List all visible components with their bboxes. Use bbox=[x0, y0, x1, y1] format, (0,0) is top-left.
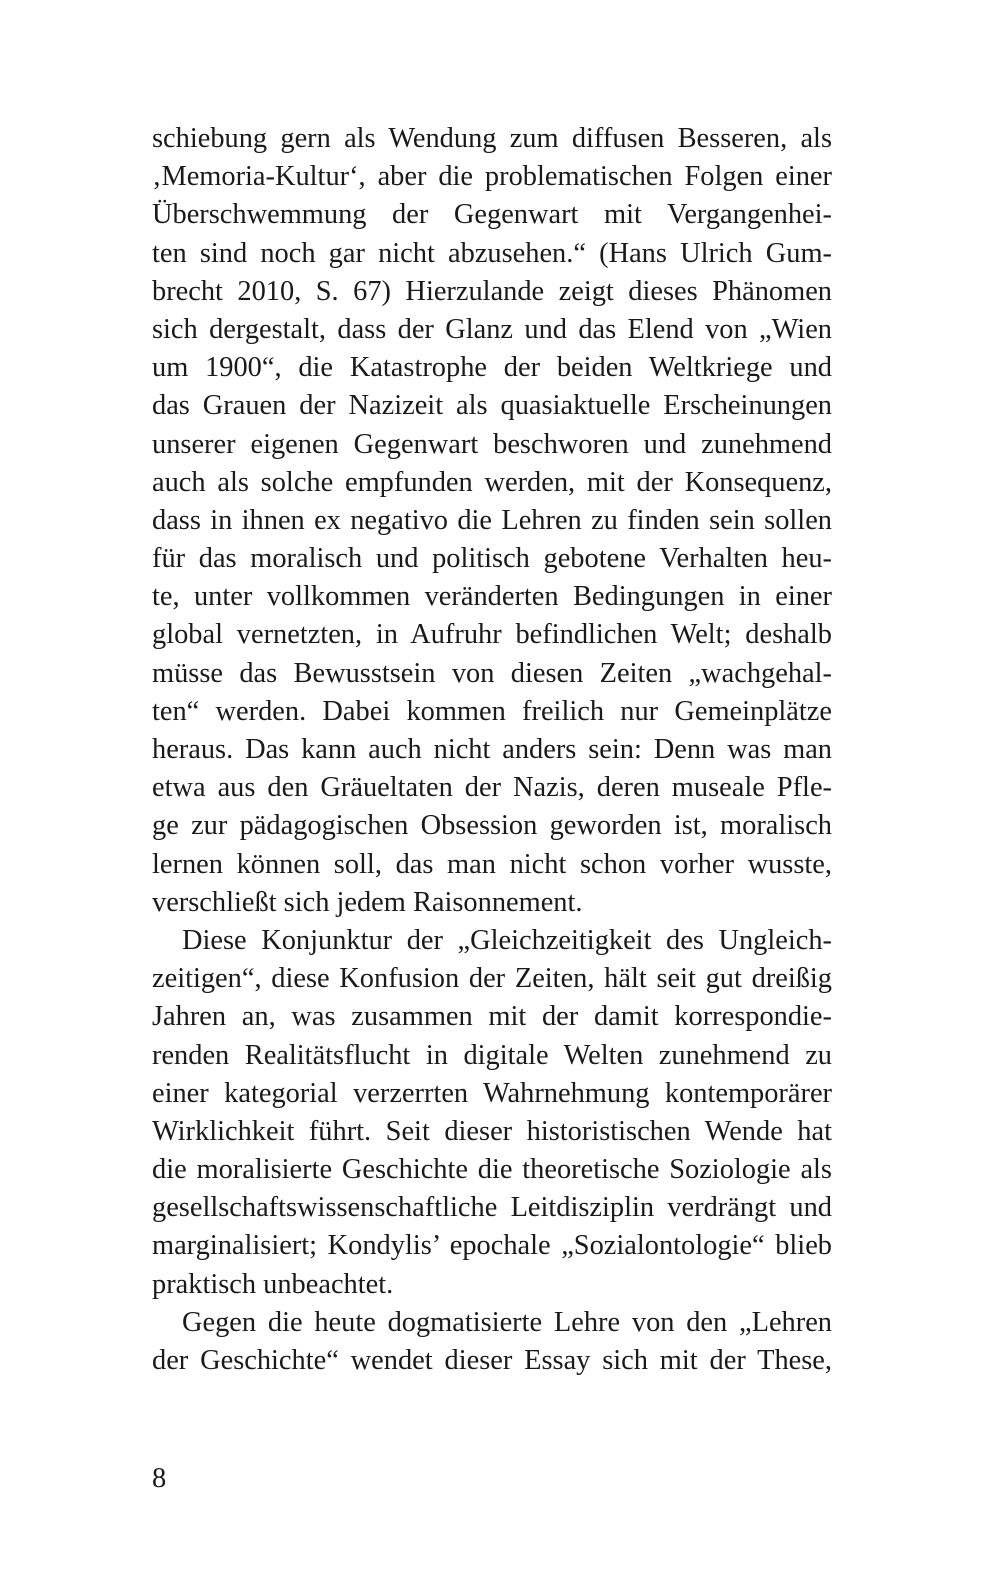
text-line: der Geschichte“ wendet dieser Essay sich mit der These, bbox=[152, 1345, 832, 1376]
text-line: brecht 2010, S. 67) Hierzulande zeigt dieses Phänomen bbox=[152, 275, 832, 307]
text-line: schiebung gern als Wendung zum diffusen Besseren, als bbox=[152, 123, 832, 154]
text-line: müsse das Bewusstsein von diesen Zeiten „wachgehal- bbox=[152, 657, 832, 689]
text-line: ten“ werden. Dabei kommen freilich nur Gemeinplätze bbox=[152, 695, 832, 727]
text-line: ‚Memoria-Kultur‘, aber die problematischen Folgen einer bbox=[152, 161, 832, 193]
paragraph bbox=[152, 120, 832, 922]
text-line: auch als solche empfunden werden, mit der Konsequenz, bbox=[152, 466, 832, 498]
text-line: die moralisierte Geschichte die theoretische Soziologie als bbox=[152, 1154, 832, 1186]
text-line: einer kategorial verzerrten Wahrnehmung kontemporärer bbox=[152, 1077, 832, 1109]
text-line: unserer eigenen Gegenwart beschworen und zunehmend bbox=[152, 428, 832, 460]
body-text bbox=[152, 120, 832, 1380]
text-line: te, unter vollkommen veränderten Bedingungen in einer bbox=[152, 581, 832, 613]
text-line: sich dergestalt, dass der Glanz und das Elend von „Wien bbox=[152, 313, 832, 345]
text-line: etwa aus den Gräueltaten der Nazis, deren museale Pfle- bbox=[152, 772, 832, 804]
text-line: praktisch unbeachtet. bbox=[152, 1268, 394, 1300]
text-line: lernen können soll, das man nicht schon vorher wusste, bbox=[152, 848, 832, 880]
text-line: Überschwemmung der Gegenwart mit Vergangenhei- bbox=[152, 199, 832, 231]
text-line: zeitigen“, diese Konfusion der Zeiten, hält seit gut dreißig bbox=[152, 963, 832, 995]
page-number: 8 bbox=[152, 1463, 167, 1494]
text-line: gesellschaftswissenschaftliche Leitdisziplin verdrängt und bbox=[152, 1192, 832, 1224]
text-line: renden Realitätsflucht in digitale Welten zunehmend zu bbox=[152, 1039, 832, 1071]
text-line: dass in ihnen ex negativo die Lehren zu finden sein sollen bbox=[152, 504, 832, 536]
text-line: Diese Konjunktur der „Gleichzeitigkeit des Ungleich- bbox=[182, 924, 832, 956]
text-line: um 1900“, die Katastrophe der beiden Weltkriege und bbox=[152, 352, 832, 384]
paragraph bbox=[152, 922, 832, 1304]
text-line: verschließt sich jedem Raisonnement. bbox=[152, 886, 583, 918]
text-line: global vernetzten, in Aufruhr befindlichen Welt; deshalb bbox=[152, 619, 832, 651]
text-line: Wirklichkeit führt. Seit dieser historistischen Wende hat bbox=[152, 1115, 832, 1147]
text-line: marginalisiert; Kondylis’ epochale „Sozialontologie“ blieb bbox=[152, 1230, 832, 1262]
paragraph bbox=[152, 1304, 832, 1380]
text-line: ten sind noch gar nicht abzusehen.“ (Hans Ulrich Gum- bbox=[152, 237, 832, 269]
text-line: ge zur pädagogischen Obsession geworden ist, moralisch bbox=[152, 810, 832, 842]
text-line: heraus. Das kann auch nicht anders sein: Denn was man bbox=[152, 734, 832, 765]
text-line: Gegen die heute dogmatisierte Lehre von den „Lehren bbox=[182, 1306, 832, 1338]
text-line: für das moralisch und politisch gebotene Verhalten heu- bbox=[152, 543, 832, 575]
text-line: Jahren an, was zusammen mit der damit korrespondie- bbox=[152, 1001, 832, 1033]
text-line: das Grauen der Nazizeit als quasiaktuelle Erscheinungen bbox=[152, 390, 832, 422]
